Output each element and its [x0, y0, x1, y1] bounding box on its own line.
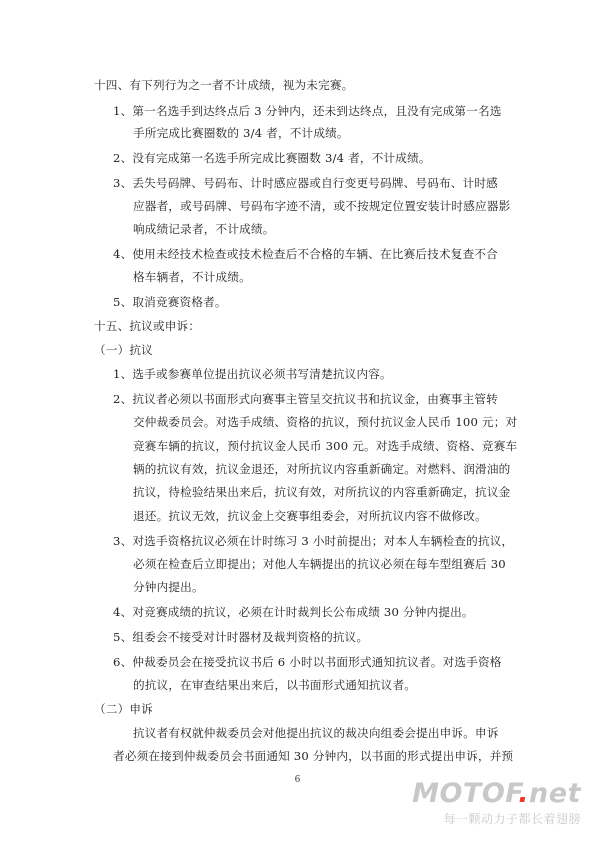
paragraph-line: 1、选手或参赛单位提出抗议必须书写清楚抗议内容。 [113, 367, 392, 381]
paragraph-line: 2、没有完成第一名选手所完成比赛圈数 3/4 者，不计成绩。 [113, 151, 431, 165]
paragraph-line: 2、抗议者必须以书面形式向赛事主管呈交抗议书和抗议金，由赛事主管转 [113, 392, 498, 406]
paragraph-line: 4、使用未经技术检查或技术检查后不合格的车辆、在比赛后技术复查不合 [113, 247, 498, 261]
watermark [381, 779, 581, 831]
subsection-protest-heading: （一）抗议 [94, 343, 153, 357]
paragraph-line: 的抗议，在审查结果出来后，以书面形式通知抗议者。 [133, 678, 417, 692]
paragraph-line: 5、组委会不接受对计时器材及裁判资格的抗议。 [113, 630, 369, 644]
paragraph-line: 格车辆者，不计成绩。 [133, 270, 251, 284]
subsection-appeal-heading: （二）申诉 [94, 702, 153, 716]
paragraph-line: 辆的抗议有效，抗议金退还，对所抗议内容重新确定。对燃料、润滑油的 [133, 462, 511, 476]
paragraph-line: 必须在检查后立即提出；对他人车辆提出的抗议必须在每车型组赛后 30 [133, 557, 506, 571]
watermark-logo-tld: net [529, 778, 581, 809]
paragraph-line: 4、对竞赛成绩的抗议，必须在计时裁判长公布成绩 30 分钟内提出。 [113, 605, 474, 619]
paragraph-line: 抗议者有权就仲裁委员会对他提出抗议的裁决向组委会提出申诉。申诉 [133, 726, 499, 740]
watermark-tagline: 每一颗动力子都长着翅膀 [443, 812, 581, 826]
section-15-heading: 十五、抗议或申诉： [94, 319, 201, 333]
paragraph-line: 5、取消竞赛资格者。 [113, 295, 227, 309]
paragraph-line: 3、对选手资格抗议必须在计时练习 3 小时前提出；对本人车辆检查的抗议， [113, 534, 514, 548]
paragraph-line: 退还。抗议无效，抗议金上交赛事组委会，对所抗议内容不做修改。 [133, 509, 487, 523]
paragraph-line: 3、丢失号码牌、号码布、计时感应器或自行变更号码牌、号码布、计时感 [113, 176, 498, 190]
paragraph-line: 交仲裁委员会。对选手成绩、资格的抗议，预付抗议金人民币 100 元；对 [133, 415, 518, 429]
paragraph-line: 竞赛车辆的抗议，预付抗议金人民币 300 元。对选手成绩、资格、竞赛车 [133, 439, 518, 453]
paragraph-line: 1、第一名选手到达终点后 3 分钟内，还未到达终点，且没有完成第一名选 [113, 104, 502, 118]
paragraph-line: 分钟内提出。 [133, 580, 204, 594]
paragraph-line: 6、仲裁委员会在接受抗议书后 6 小时以书面形式通知抗议者。对选手资格 [113, 655, 502, 669]
watermark-logo-main: MOTOF [412, 778, 519, 809]
page-number: 6 [294, 775, 301, 785]
paragraph-line: 应器者，或号码牌、号码布字迹不清，或不按规定位置安装计时感应器影 [133, 199, 511, 213]
section-14-heading: 十四、有下列行为之一者不计成绩，视为未完赛。 [94, 78, 354, 92]
watermark-logo-dot: . [518, 778, 530, 809]
paragraph-line: 抗议，待检验结果出来后，抗议有效，对所抗议的内容重新确定，抗议金 [133, 485, 511, 499]
watermark-logo [412, 779, 581, 809]
paragraph-line: 者必须在接到仲裁委员会书面通知 30 分钟内，以书面的形式提出申诉，并预 [113, 749, 514, 763]
paragraph-line: 响成绩记录者，不计成绩。 [133, 222, 275, 236]
paragraph-line: 手所完成比赛圈数的 3/4 者，不计成绩。 [133, 126, 349, 140]
